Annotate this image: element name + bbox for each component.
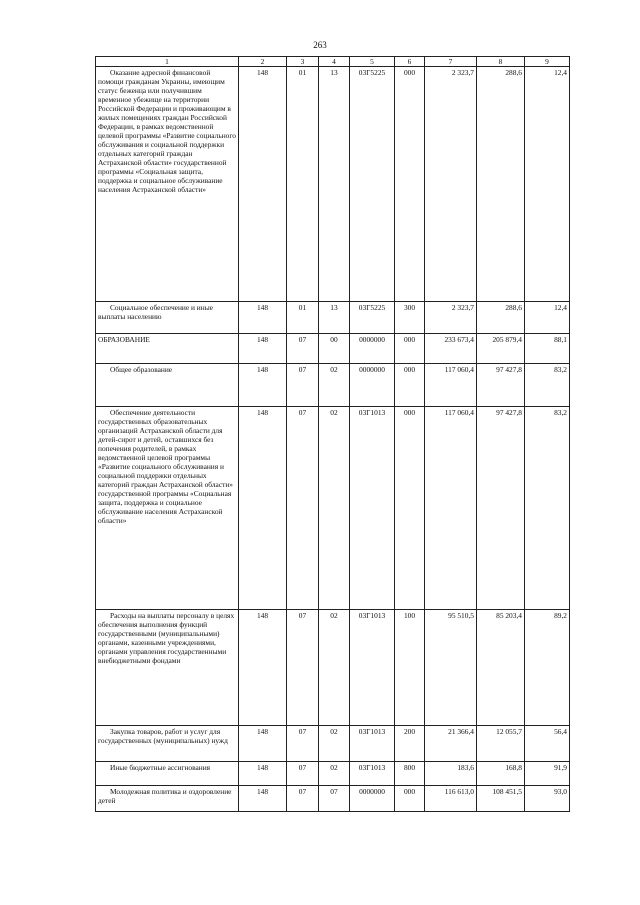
cell-plan: 183,6: [425, 762, 477, 786]
row-name: Общее образование: [96, 364, 239, 407]
cell-target: 03Г1013: [350, 762, 395, 786]
cell-ministry: 148: [239, 610, 287, 726]
cell-subsection: 02: [319, 610, 350, 726]
cell-percent: 56,4: [525, 726, 570, 762]
table-row: [96, 407, 570, 610]
cell-target: 03Г5225: [350, 67, 395, 302]
cell-actual: 97 427,8: [477, 407, 525, 610]
cell-section: 07: [287, 334, 319, 364]
cell-actual: 108 451,5: [477, 786, 525, 812]
column-header: 3: [287, 57, 319, 67]
row-name: Молодежная политика и оздоровление детей: [96, 786, 239, 812]
cell-ministry: 148: [239, 726, 287, 762]
cell-section: 07: [287, 407, 319, 610]
column-header: 2: [239, 57, 287, 67]
table-row: [96, 610, 570, 726]
page-number: 263: [313, 40, 327, 50]
cell-plan: 21 366,4: [425, 726, 477, 762]
column-header: 4: [319, 57, 350, 67]
cell-plan: 95 510,5: [425, 610, 477, 726]
cell-plan: 117 060,4: [425, 407, 477, 610]
row-name: Оказание адресной финансовой помощи гражданам Украины, имеющим статус беженца или получившим временное убежище на территории Российской Федерации и проживающим в жилых помещениях граждан Российской Федерации, в рамках ведомственной целевой программы «Развитие социального обслуживания и социальной поддержки отдельных категорий граждан Астраханской области» государственной программы «Социальная защита, поддержка и социальное обслуживание населения Астраханской области»: [96, 67, 239, 302]
cell-plan: 2 323,7: [425, 67, 477, 302]
cell-section: 01: [287, 302, 319, 334]
cell-target: 0000000: [350, 364, 395, 407]
cell-target: 03Г5225: [350, 302, 395, 334]
cell-target: 03Г1013: [350, 726, 395, 762]
header-row: [96, 57, 570, 67]
cell-actual: 288,6: [477, 302, 525, 334]
row-name: Обеспечение деятельности государственных образовательных организаций Астраханской области для детей-сирот и детей, оставшихся без попечения родителей, в рамках ведомственной целевой программы «Развитие социального обслуживания и социальной поддержки отдельных категорий граждан Астраханской области» государственной программы «Социальная защита, поддержка и социальное обслуживание населения Астраханской области»: [96, 407, 239, 610]
cell-actual: 85 203,4: [477, 610, 525, 726]
cell-subsection: 00: [319, 334, 350, 364]
cell-percent: 83,2: [525, 407, 570, 610]
table-row: [96, 726, 570, 762]
cell-type: 200: [395, 726, 425, 762]
cell-plan: 233 673,4: [425, 334, 477, 364]
table-row: [96, 762, 570, 786]
cell-plan: 2 323,7: [425, 302, 477, 334]
cell-section: 07: [287, 726, 319, 762]
cell-ministry: 148: [239, 364, 287, 407]
cell-actual: 205 879,4: [477, 334, 525, 364]
row-name: ОБРАЗОВАНИЕ: [96, 334, 239, 364]
cell-type: 000: [395, 786, 425, 812]
cell-type: 100: [395, 610, 425, 726]
cell-target: 03Г1013: [350, 610, 395, 726]
cell-percent: 12,4: [525, 67, 570, 302]
cell-plan: 116 613,0: [425, 786, 477, 812]
table-row: [96, 302, 570, 334]
cell-section: 07: [287, 786, 319, 812]
cell-type: 000: [395, 407, 425, 610]
cell-type: 800: [395, 762, 425, 786]
column-header: 6: [395, 57, 425, 67]
cell-subsection: 13: [319, 302, 350, 334]
cell-subsection: 02: [319, 407, 350, 610]
cell-section: 07: [287, 364, 319, 407]
column-header: 7: [425, 57, 477, 67]
cell-percent: 91,9: [525, 762, 570, 786]
cell-actual: 288,6: [477, 67, 525, 302]
cell-actual: 12 055,7: [477, 726, 525, 762]
cell-actual: 168,8: [477, 762, 525, 786]
cell-percent: 12,4: [525, 302, 570, 334]
column-header: 1: [96, 57, 239, 67]
cell-actual: 97 427,8: [477, 364, 525, 407]
cell-subsection: 02: [319, 726, 350, 762]
table-row: [96, 786, 570, 812]
cell-type: 300: [395, 302, 425, 334]
cell-target: 0000000: [350, 334, 395, 364]
column-header: 5: [350, 57, 395, 67]
row-name: Социальное обеспечение и иные выплаты населению: [96, 302, 239, 334]
cell-ministry: 148: [239, 407, 287, 610]
column-header: 9: [525, 57, 570, 67]
cell-section: 07: [287, 762, 319, 786]
cell-subsection: 02: [319, 364, 350, 407]
cell-plan: 117 060,4: [425, 364, 477, 407]
cell-type: 000: [395, 334, 425, 364]
cell-percent: 88,1: [525, 334, 570, 364]
table-row: [96, 364, 570, 407]
budget-table: [95, 56, 570, 812]
cell-ministry: 148: [239, 67, 287, 302]
cell-percent: 83,2: [525, 364, 570, 407]
cell-section: 01: [287, 67, 319, 302]
cell-ministry: 148: [239, 762, 287, 786]
cell-subsection: 13: [319, 67, 350, 302]
cell-subsection: 07: [319, 786, 350, 812]
cell-subsection: 02: [319, 762, 350, 786]
cell-ministry: 148: [239, 334, 287, 364]
cell-section: 07: [287, 610, 319, 726]
cell-percent: 89,2: [525, 610, 570, 726]
cell-percent: 93,0: [525, 786, 570, 812]
table-row: [96, 67, 570, 302]
table-row: [96, 334, 570, 364]
cell-ministry: 148: [239, 302, 287, 334]
cell-type: 000: [395, 67, 425, 302]
row-name: Закупка товаров, работ и услуг для государственных (муниципальных) нужд: [96, 726, 239, 762]
cell-target: 03Г1013: [350, 407, 395, 610]
row-name: Расходы на выплаты персоналу в целях обеспечения выполнения функций государственными (муниципальными) органами, казенными учреждениями, органами управления государственными внебюджетными фондами: [96, 610, 239, 726]
cell-target: 0000000: [350, 786, 395, 812]
cell-ministry: 148: [239, 786, 287, 812]
column-header: 8: [477, 57, 525, 67]
cell-type: 000: [395, 364, 425, 407]
row-name: Иные бюджетные ассигнования: [96, 762, 239, 786]
